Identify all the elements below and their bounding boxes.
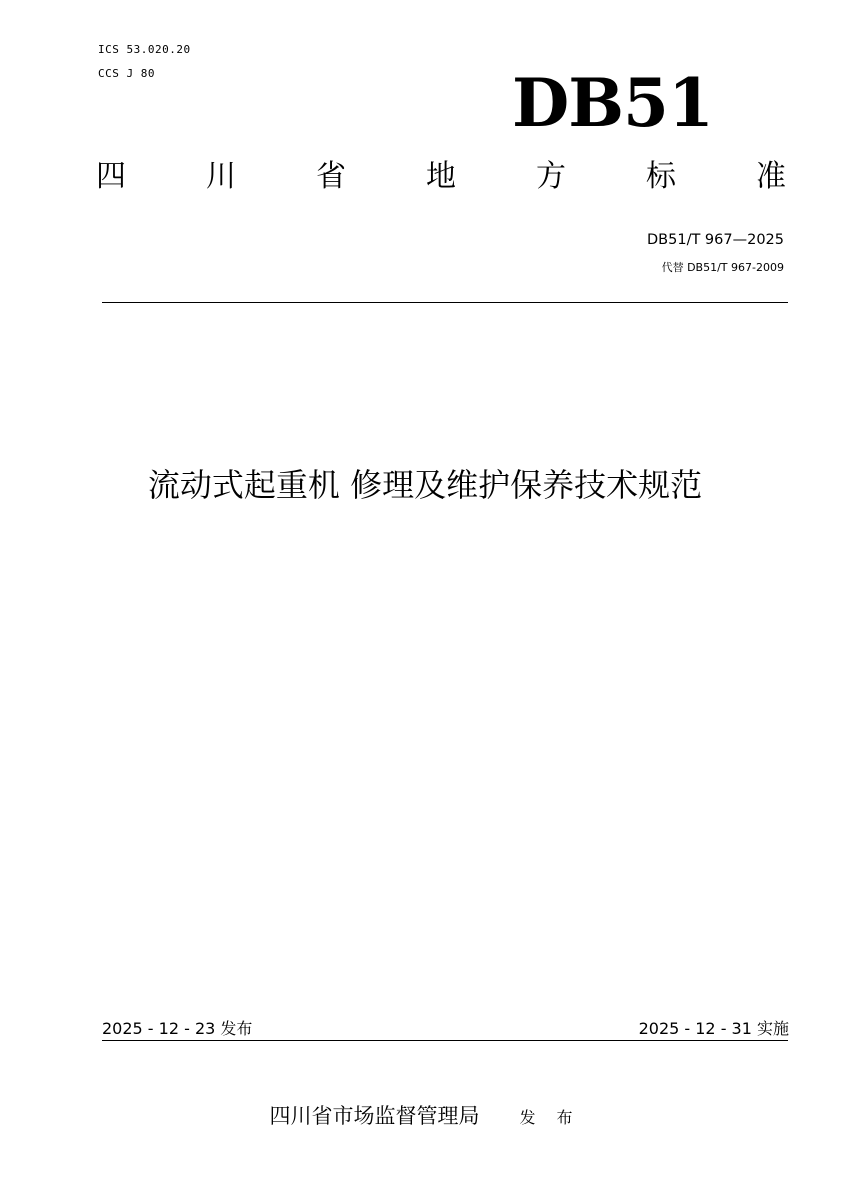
bottom-divider (102, 1040, 788, 1041)
implementation-date: 2025 - 12 - 31 实施 (638, 1019, 789, 1038)
standard-type-heading (96, 159, 786, 194)
standard-type-char: 地 (426, 159, 456, 194)
standard-type-char: 方 (536, 159, 566, 194)
standard-type-char: 准 (756, 159, 786, 194)
issuer-line (0, 1100, 850, 1130)
standard-type-char: 省 (316, 159, 346, 194)
ics-code: ICS 53.020.20 (98, 43, 191, 56)
db51-logo: DB51 (512, 64, 713, 142)
issuer-action: 发 布 (519, 1108, 581, 1127)
issue-date: 2025 - 12 - 23 发布 (102, 1019, 253, 1038)
document-title: 流动式起重机 修理及维护保养技术规范 (147, 466, 703, 504)
replaces-note: 代替 DB51/T 967-2009 (661, 261, 784, 274)
ccs-code: CCS J 80 (98, 67, 155, 80)
standard-code: DB51/T 967—2025 (647, 232, 784, 248)
standard-type-char: 标 (646, 159, 676, 194)
top-divider (102, 302, 788, 303)
standard-type-char: 川 (206, 159, 236, 194)
standard-type-char: 四 (96, 159, 126, 194)
issuer-name: 四川省市场监督管理局 (269, 1104, 480, 1128)
